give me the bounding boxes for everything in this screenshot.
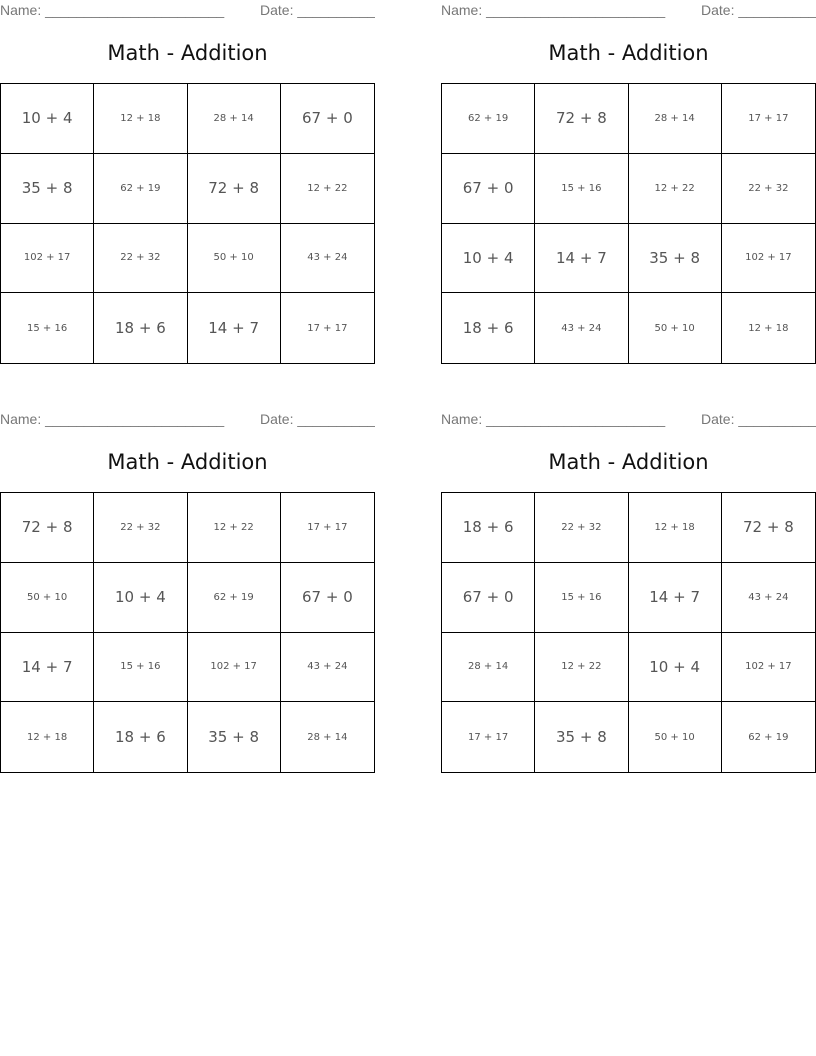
worksheet-title: Math - Addition [548, 41, 709, 65]
problem-cell: 14 + 7 [188, 293, 281, 363]
problem-cell: 72 + 8 [722, 493, 815, 563]
worksheet-card [0, 0, 375, 372]
problem-cell: 72 + 8 [1, 493, 94, 563]
header-line [441, 411, 816, 429]
problem-cell: 22 + 32 [722, 154, 815, 224]
date-field[interactable]: Date: __________ [260, 2, 375, 18]
problem-cell: 12 + 22 [629, 154, 722, 224]
problem-cell: 12 + 18 [748, 322, 789, 334]
worksheet-title: Math - Addition [107, 41, 268, 65]
problem-cell: 18 + 6 [94, 293, 187, 363]
problem-cell: 50 + 10 [629, 702, 722, 772]
problem-cell: 62 + 19 [442, 84, 535, 154]
problem-cell: 10 + 4 [442, 224, 535, 294]
date-field[interactable]: Date: __________ [260, 411, 375, 427]
problem-cell: 43 + 24 [535, 293, 628, 363]
problem-cell: 102 + 17 [722, 224, 815, 294]
problem-cell: 72 + 8 [188, 154, 281, 224]
problem-cell: 15 + 16 [535, 563, 628, 633]
problem-cell: 12 + 22 [535, 633, 628, 703]
problem-cell: 50 + 10 [1, 563, 94, 633]
problem-cell: 62 + 19 [748, 731, 789, 743]
header-line [441, 2, 816, 20]
problem-cell: 28 + 14 [307, 731, 348, 743]
problem-cell: 12 + 18 [94, 84, 187, 154]
name-field[interactable]: Name: _______________________ [0, 411, 225, 427]
header-line [0, 2, 375, 20]
name-field[interactable]: Name: _______________________ [0, 2, 225, 18]
problem-cell: 10 + 4 [1, 84, 94, 154]
problem-cell: 35 + 8 [188, 702, 281, 772]
problem-cell: 43 + 24 [281, 633, 374, 703]
problem-cell: 43 + 24 [281, 224, 374, 294]
date-field[interactable]: Date: __________ [701, 2, 816, 18]
problem-cell: 14 + 7 [629, 563, 722, 633]
problem-cell: 22 + 32 [535, 493, 628, 563]
problem-cell: 67 + 0 [442, 563, 535, 633]
problem-cell: 62 + 19 [94, 154, 187, 224]
problem-cell: 17 + 17 [281, 493, 374, 563]
worksheet-card [441, 0, 816, 372]
problem-grid [441, 492, 816, 773]
problem-cell: 102 + 17 [1, 224, 94, 294]
name-field[interactable]: Name: _______________________ [441, 411, 666, 427]
problem-cell: 15 + 16 [535, 154, 628, 224]
problem-cell: 67 + 0 [281, 84, 374, 154]
problem-cell: 72 + 8 [535, 84, 628, 154]
problem-cell: 15 + 16 [94, 633, 187, 703]
problem-cell: 35 + 8 [535, 702, 628, 772]
problem-cell: 12 + 22 [188, 493, 281, 563]
problem-cell: 17 + 17 [722, 84, 815, 154]
problem-grid [441, 83, 816, 364]
problem-cell: 50 + 10 [188, 224, 281, 294]
problem-cell: 67 + 0 [281, 563, 374, 633]
problem-cell: 14 + 7 [535, 224, 628, 294]
problem-cell: 18 + 6 [442, 493, 535, 563]
problem-cell: 43 + 24 [722, 563, 815, 633]
worksheet-card [441, 409, 816, 781]
problem-cell: 102 + 17 [188, 633, 281, 703]
problem-cell: 10 + 4 [629, 633, 722, 703]
problem-cell: 14 + 7 [1, 633, 94, 703]
problem-cell: 18 + 6 [94, 702, 187, 772]
problem-cell: 22 + 32 [94, 493, 187, 563]
problem-cell: 35 + 8 [1, 154, 94, 224]
problem-cell: 102 + 17 [722, 633, 815, 703]
problem-cell: 35 + 8 [629, 224, 722, 294]
problem-cell: 50 + 10 [629, 293, 722, 363]
date-field[interactable]: Date: __________ [701, 411, 816, 427]
problem-cell: 28 + 14 [188, 84, 281, 154]
worksheet-title: Math - Addition [548, 450, 709, 474]
problem-cell: 22 + 32 [94, 224, 187, 294]
name-field[interactable]: Name: _______________________ [441, 2, 666, 18]
problem-cell: 62 + 19 [188, 563, 281, 633]
problem-cell: 12 + 22 [281, 154, 374, 224]
problem-cell: 28 + 14 [442, 633, 535, 703]
problem-grid [0, 492, 375, 773]
header-line [0, 411, 375, 429]
problem-cell: 15 + 16 [1, 293, 94, 363]
worksheet-card [0, 409, 375, 781]
problem-cell: 12 + 18 [1, 702, 94, 772]
problem-cell: 17 + 17 [442, 702, 535, 772]
worksheet-title: Math - Addition [107, 450, 268, 474]
problem-cell: 12 + 18 [629, 493, 722, 563]
problem-cell: 67 + 0 [442, 154, 535, 224]
problem-cell: 18 + 6 [442, 293, 535, 363]
problem-cell: 17 + 17 [307, 322, 348, 334]
problem-cell: 10 + 4 [94, 563, 187, 633]
problem-grid [0, 83, 375, 364]
problem-cell: 28 + 14 [629, 84, 722, 154]
